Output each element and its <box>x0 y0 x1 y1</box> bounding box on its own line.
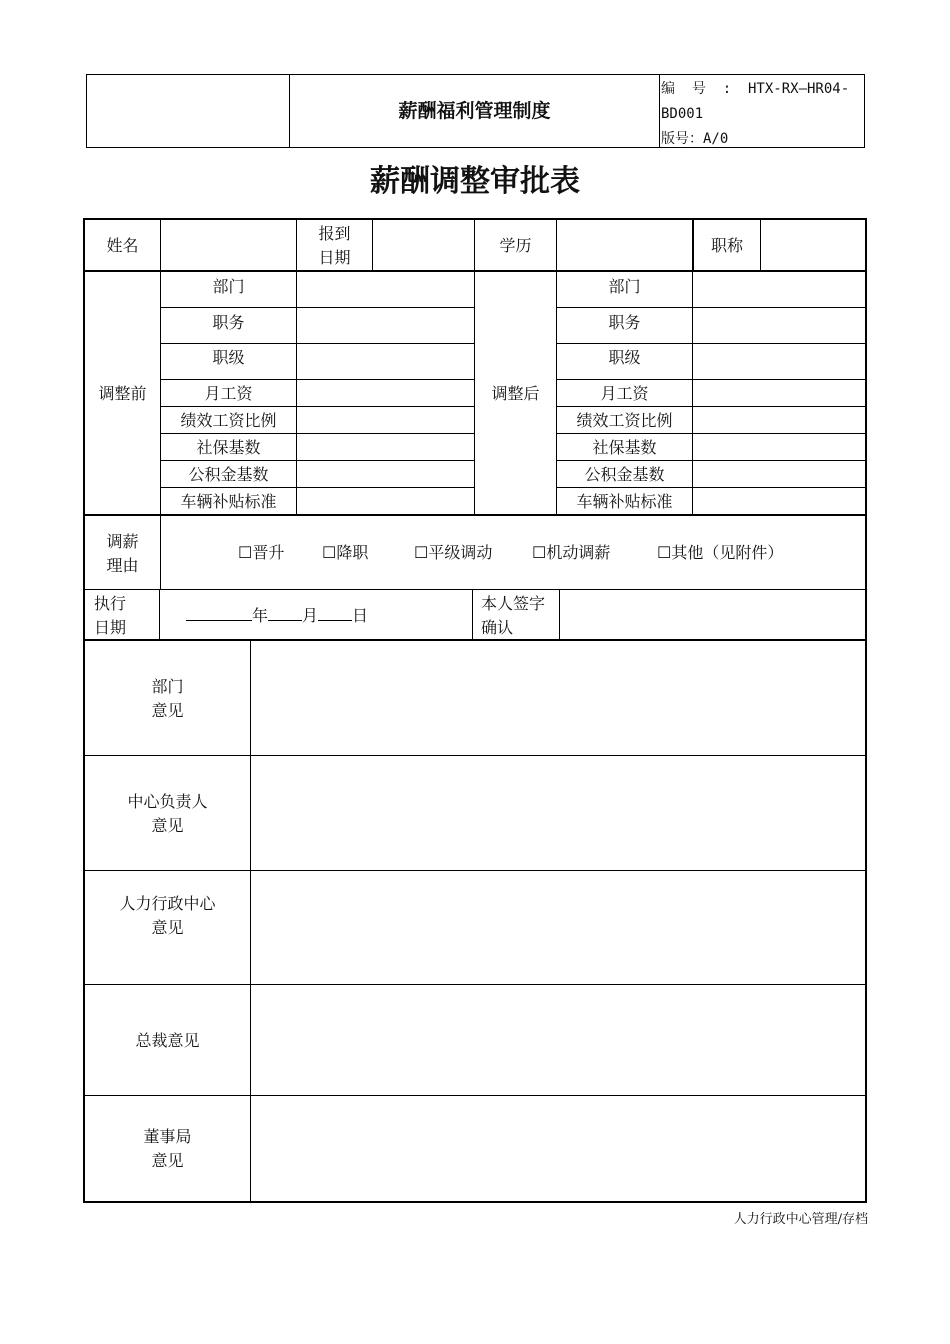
exec-date-label: 执行 日期 <box>94 594 127 637</box>
opinion-field-president[interactable] <box>251 985 865 1095</box>
opinion-label-hr-admin: 人力行政中心 意见 <box>119 894 216 937</box>
before-field-label: 绩效工资比例 <box>180 411 277 430</box>
document-title: 薪酬福利管理制度 <box>398 100 551 122</box>
after-value-field[interactable] <box>693 461 865 487</box>
reason-option-other[interactable]: ☐其他（见附件） <box>657 543 784 562</box>
document-version: 版号：A/0 <box>661 131 729 147</box>
day-label: 日 <box>352 606 369 625</box>
after-value-field[interactable] <box>693 380 865 406</box>
after-value-field[interactable] <box>693 272 865 307</box>
month-label: 月 <box>302 606 319 625</box>
before-value-field[interactable] <box>297 380 474 406</box>
after-field-label: 职务 <box>608 313 641 332</box>
exec-date-field[interactable] <box>186 604 368 628</box>
opinion-label-president: 总裁意见 <box>135 1031 200 1050</box>
year-blank[interactable] <box>186 604 252 621</box>
signature-field[interactable] <box>560 591 865 639</box>
opinion-field-department[interactable] <box>251 641 865 755</box>
title-field[interactable] <box>761 220 865 270</box>
after-field-label: 职级 <box>608 348 641 367</box>
opinion-label-board: 董事局 意见 <box>143 1127 192 1170</box>
after-field-label: 部门 <box>608 277 641 296</box>
signature-label: 本人签字 确认 <box>481 594 546 637</box>
opinion-label-department: 部门 意见 <box>151 677 184 720</box>
document-code-line2: BD001 <box>661 106 704 122</box>
opinion-field-hr-admin[interactable] <box>251 871 865 984</box>
after-value-field[interactable] <box>693 344 865 379</box>
before-field-label: 职级 <box>212 348 245 367</box>
footer-note: 人力行政中心管理/存档 <box>733 1212 868 1227</box>
title-label: 职称 <box>710 236 743 255</box>
after-value-field[interactable] <box>693 407 865 433</box>
day-blank[interactable] <box>318 604 352 621</box>
before-field-label: 月工资 <box>204 384 253 403</box>
before-value-field[interactable] <box>297 308 474 343</box>
reason-option-flexible-adjustment[interactable]: ☐机动调薪 <box>532 543 611 562</box>
before-field-label: 车辆补贴标准 <box>180 492 277 511</box>
reason-option-promotion[interactable]: ☐晋升 <box>238 543 285 562</box>
opinion-field-center-head[interactable] <box>251 756 865 870</box>
report-date-field[interactable] <box>373 220 474 270</box>
before-field-label: 职务 <box>212 313 245 332</box>
name-field[interactable] <box>161 220 296 270</box>
before-field-label: 社保基数 <box>196 438 261 457</box>
education-label: 学历 <box>499 236 532 255</box>
after-value-field[interactable] <box>693 488 865 514</box>
opinion-label-center-head: 中心负责人 意见 <box>127 792 208 835</box>
reason-option-demotion[interactable]: ☐降职 <box>322 543 369 562</box>
form-title: 薪酬调整审批表 <box>370 164 580 199</box>
after-field-label: 车辆补贴标准 <box>576 492 673 511</box>
opinion-field-board[interactable] <box>251 1096 865 1201</box>
before-value-field[interactable] <box>297 434 474 460</box>
before-value-field[interactable] <box>297 407 474 433</box>
report-date-label: 报到 日期 <box>318 224 351 267</box>
before-value-field[interactable] <box>297 272 474 307</box>
after-value-field[interactable] <box>693 308 865 343</box>
after-field-label: 绩效工资比例 <box>576 411 673 430</box>
reason-label: 调薪 理由 <box>106 532 139 575</box>
after-field-label: 公积金基数 <box>584 465 665 484</box>
before-value-field[interactable] <box>297 461 474 487</box>
after-group-label: 调整后 <box>491 384 540 403</box>
after-field-label: 社保基数 <box>592 438 657 457</box>
before-group-label: 调整前 <box>98 384 147 403</box>
document-code-line1: 编 号 : HTX-RX—HR04- <box>661 81 850 97</box>
before-field-label: 部门 <box>212 277 245 296</box>
before-value-field[interactable] <box>297 488 474 514</box>
reason-option-lateral-transfer[interactable]: ☐平级调动 <box>414 543 493 562</box>
name-label: 姓名 <box>106 236 139 255</box>
year-label: 年 <box>252 606 269 625</box>
month-blank[interactable] <box>268 604 302 621</box>
after-field-label: 月工资 <box>600 384 649 403</box>
before-value-field[interactable] <box>297 344 474 379</box>
education-field[interactable] <box>557 220 692 270</box>
after-value-field[interactable] <box>693 434 865 460</box>
before-field-label: 公积金基数 <box>188 465 269 484</box>
